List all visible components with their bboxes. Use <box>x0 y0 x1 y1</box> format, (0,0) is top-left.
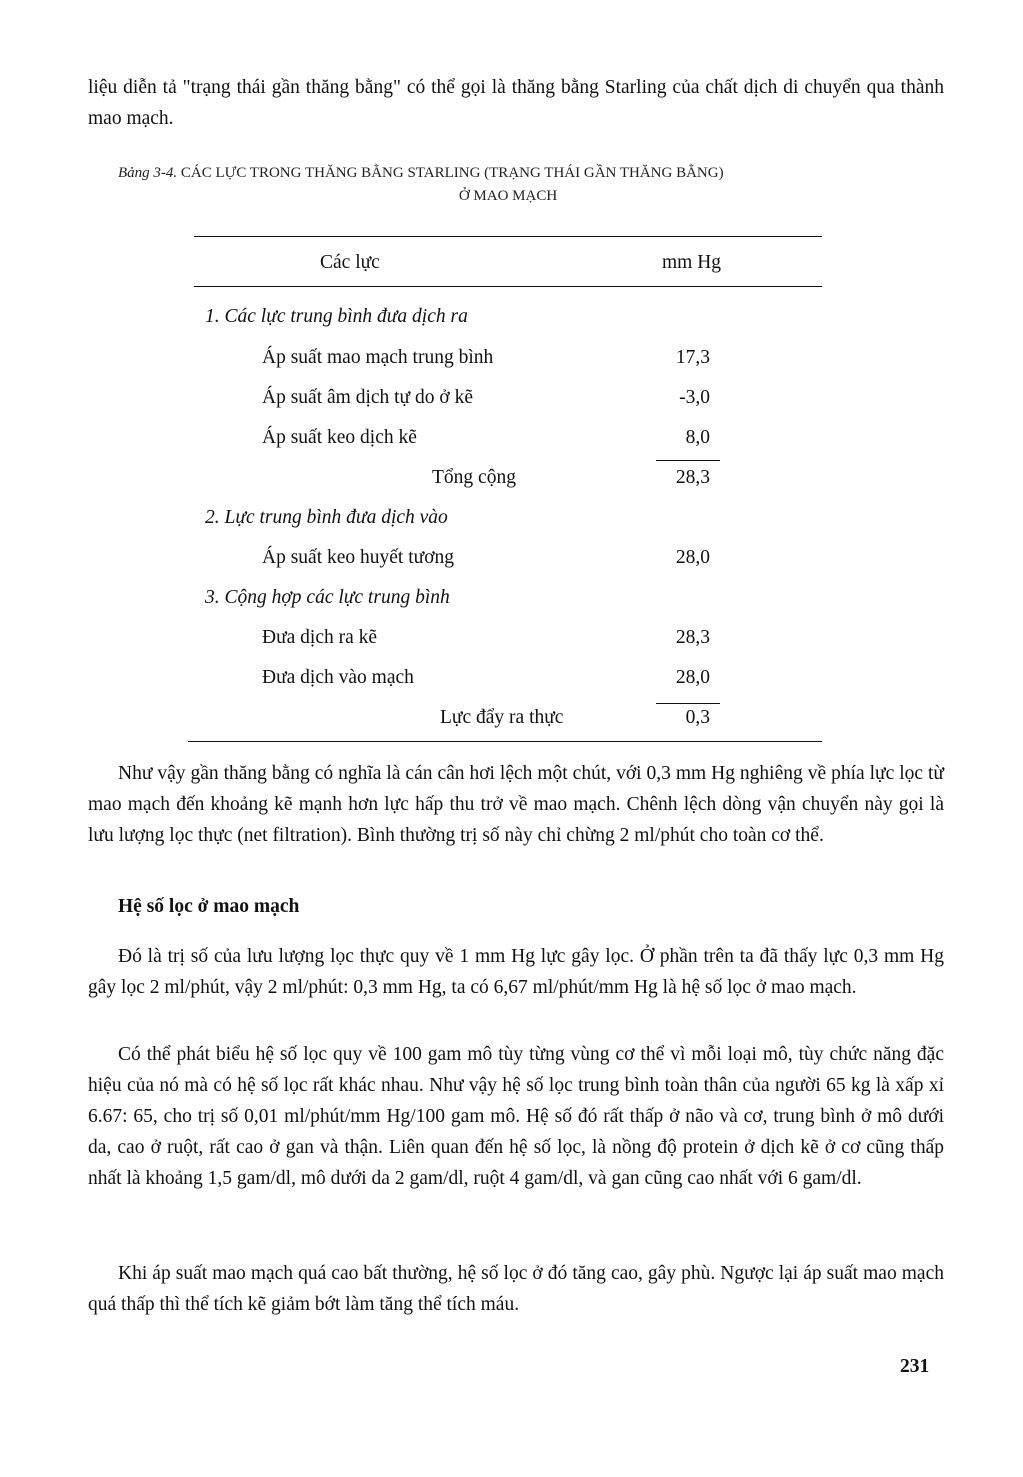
header-forces: Các lực <box>320 252 380 273</box>
sum-rule <box>656 703 720 704</box>
section3-total-value: 0,3 <box>685 707 710 728</box>
table-row-label: Áp suất keo dịch kẽ <box>262 427 417 448</box>
intro-paragraph: liệu diễn tả "trạng thái gần thăng bằng" có thể gọi là thăng bằng Starling của chất dịch di chuyển qua thành mao mạch. <box>88 77 944 129</box>
table-row-value: 28,0 <box>675 667 710 688</box>
body-paragraph-1: Như vậy gần thăng bằng có nghĩa là cán cân hơi lệch một chút, với 0,3 mm Hg nghiêng về phía lực lọc từ mao mạch đến khoảng kẽ mạnh hơn lực hấp thu trở về mao mạch. Chênh lệch dòng vận chuyển này gọi là lưu lượng lọc thực (net filtration). Bình thường trị số này chỉ chừng 2 ml/phút cho toàn cơ thể. <box>88 763 944 846</box>
table-header-rule <box>194 286 822 287</box>
table-row-label: Áp suất keo huyết tương <box>262 547 455 568</box>
section1-title: 1. Các lực trung bình đưa dịch ra <box>205 306 468 327</box>
table-caption-title: CÁC LỰC TRONG THĂNG BẰNG STARLING (TRẠNG THÁI GẦN THĂNG BẰNG) <box>180 165 724 181</box>
table-row-label: Áp suất âm dịch tự do ở kẽ <box>262 387 473 408</box>
body-paragraph-2: Đó là trị số của lưu lượng lọc thực quy về 1 mm Hg lực gây lọc. Ở phần trên ta đã thấy lực 0,3 mm Hg gây lọc 2 ml/phút, vậy 2 ml/phút: 0,3 mm Hg, ta có 6,67 ml/phút/mm Hg là hệ số lọc ở mao mạch. <box>88 946 944 998</box>
table-bottom-rule <box>188 741 822 742</box>
section3-total-label: Lực đẩy ra thực <box>440 707 564 728</box>
table-caption-subtitle: Ở MAO MẠCH <box>458 188 558 204</box>
table-row-value: 17,3 <box>675 347 710 368</box>
section3-title: 3. Cộng hợp các lực trung bình <box>205 587 450 608</box>
section-heading: Hệ số lọc ở mao mạch <box>118 896 300 917</box>
sum-rule <box>656 460 720 461</box>
section1-total-label: Tổng cộng <box>432 467 516 488</box>
page-number: 231 <box>900 1356 930 1377</box>
section2-title: 2. Lực trung bình đưa dịch vào <box>205 507 448 528</box>
table-row-label: Áp suất mao mạch trung bình <box>262 347 494 368</box>
table-row-value: 28,0 <box>675 547 710 568</box>
table-top-rule <box>194 236 822 237</box>
table-row-label: Đưa dịch ra kẽ <box>262 627 378 648</box>
section1-total-value: 28,3 <box>675 467 710 488</box>
table-caption-label: Bảng 3-4. <box>118 165 178 181</box>
header-unit: mm Hg <box>662 252 722 273</box>
table-caption <box>118 162 938 208</box>
table-row-value: 28,3 <box>675 627 710 648</box>
table-row-value: 8,0 <box>685 427 710 448</box>
body-paragraph-3: Có thể phát biểu hệ số lọc quy về 100 gam mô tùy từng vùng cơ thể vì mỗi loại mô, tùy chức năng đặc hiệu của nó mà có hệ số lọc rất khác nhau. Như vậy hệ số lọc trung bình toàn thân của người 65 kg là xấp xỉ 6.67: 65, cho trị số 0,01 ml/phút/mm Hg/100 gam mô. Hệ số đó rất thấp ở não và cơ, trung bình ở mô dưới da, cao ở ruột, rất cao ở gan và thận. Liên quan đến hệ số lọc, là nồng độ protein ở dịch kẽ ở cơ cũng thấp nhất là khoảng 1,5 gam/dl, mô dưới da 2 gam/dl, ruột 4 gam/dl, và gan cũng cao nhất với 6 gam/dl. <box>88 1044 944 1189</box>
body-paragraph-4: Khi áp suất mao mạch quá cao bất thường, hệ số lọc ở đó tăng cao, gây phù. Ngược lại áp suất mao mạch quá thấp thì thể tích kẽ giảm bớt làm tăng thể tích máu. <box>88 1263 944 1315</box>
table-row-value: -3,0 <box>679 387 710 408</box>
table-row-label: Đưa dịch vào mạch <box>262 667 414 688</box>
